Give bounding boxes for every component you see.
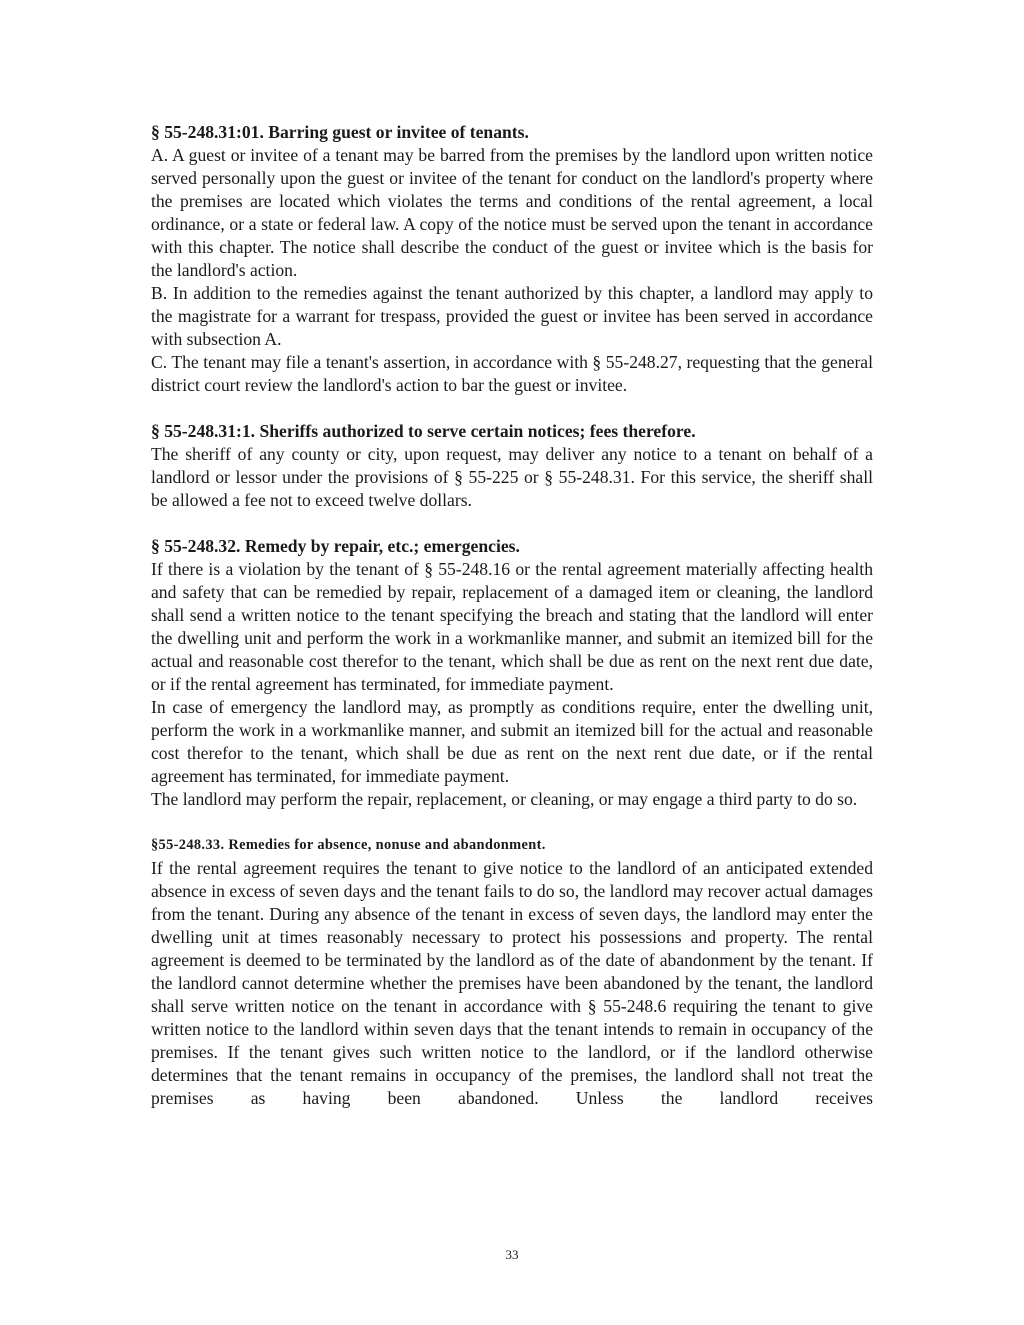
section-55-248-31-1 xyxy=(151,420,873,512)
paragraph: A. A guest or invitee of a tenant may be barred from the premises by the landlord upon written notice served personally upon the guest or invitee of the tenant for conduct on the landlord's property where the premises are located which violates the terms and conditions of the rental agreement, a local ordinance, or a state or federal law. A copy of the notice must be served upon the tenant in accordance with this chapter. The notice shall describe the conduct of the guest or invitee which is the basis for the landlord's action. xyxy=(151,145,873,280)
paragraph: The sheriff of any county or city, upon request, may deliver any notice to a tenant on behalf of a landlord or lessor under the provisions of § 55-225 or § 55-248.31. For this service, the sheriff shall be allowed a fee not to exceed twelve dollars. xyxy=(151,444,873,510)
section-55-248-32 xyxy=(151,535,873,811)
page-number: 33 xyxy=(505,1247,519,1262)
section-heading: § 55-248.32. Remedy by repair, etc.; emergencies. xyxy=(151,536,520,556)
paragraph: If there is a violation by the tenant of § 55-248.16 or the rental agreement materially affecting health and safety that can be remedied by repair, replacement of a damaged item or cleaning, the landlord shall send a written notice to the tenant specifying the breach and stating that the landlord will enter the dwelling unit and perform the work in a workmanlike manner, and submit an itemized bill for the actual and reasonable cost therefor to the tenant, which shall be due as rent on the next rent due date, or if the rental agreement has terminated, for immediate payment. xyxy=(151,559,873,694)
paragraph: If the rental agreement requires the tenant to give notice to the landlord of an anticipated extended absence in excess of seven days and the tenant fails to do so, the landlord may recover actual damages from the tenant. During any absence of the tenant in excess of seven days, the landlord may enter the dwelling unit at times reasonably necessary to protect his possessions and property. The rental agreement is deemed to be terminated by the landlord as of the date of abandonment by the tenant. If the landlord cannot determine whether the premises have been abandoned by the tenant, the landlord shall serve written notice on the tenant in accordance with § 55-248.6 requiring the tenant to give written notice to the landlord within seven days that the tenant intends to remain in occupancy of the premises. If the tenant gives such written notice to the landlord, or if the landlord otherwise determines that the tenant remains in occupancy of the premises, the landlord shall not treat the premises as having been abandoned. Unless the landlord receives xyxy=(151,858,873,1108)
section-heading: §55-248.33. Remedies for absence, nonuse and abandonment. xyxy=(151,837,546,853)
paragraph: The landlord may perform the repair, replacement, or cleaning, or may engage a third party to do so. xyxy=(151,789,858,809)
section-55-248-31-01 xyxy=(151,121,873,397)
document-page xyxy=(151,121,873,1110)
section-55-248-33 xyxy=(151,834,873,1110)
section-heading: § 55-248.31:01. Barring guest or invitee of tenants. xyxy=(151,122,529,142)
paragraph: In case of emergency the landlord may, as promptly as conditions require, enter the dwelling unit, perform the work in a workmanlike manner, and submit an itemized bill for the actual and reasonable cost therefor to the tenant, which shall be due as rent on the next rent due date, or if the rental agreement has terminated, for immediate payment. xyxy=(151,697,873,786)
paragraph: B. In addition to the remedies against the tenant authorized by this chapter, a landlord may apply to the magistrate for a warrant for trespass, provided the guest or invitee has been served in accordance with subsection A. xyxy=(151,283,873,349)
section-heading: § 55-248.31:1. Sheriffs authorized to serve certain notices; fees therefore. xyxy=(151,421,696,441)
paragraph: C. The tenant may file a tenant's assertion, in accordance with § 55-248.27, requesting that the general district court review the landlord's action to bar the guest or invitee. xyxy=(151,352,873,395)
